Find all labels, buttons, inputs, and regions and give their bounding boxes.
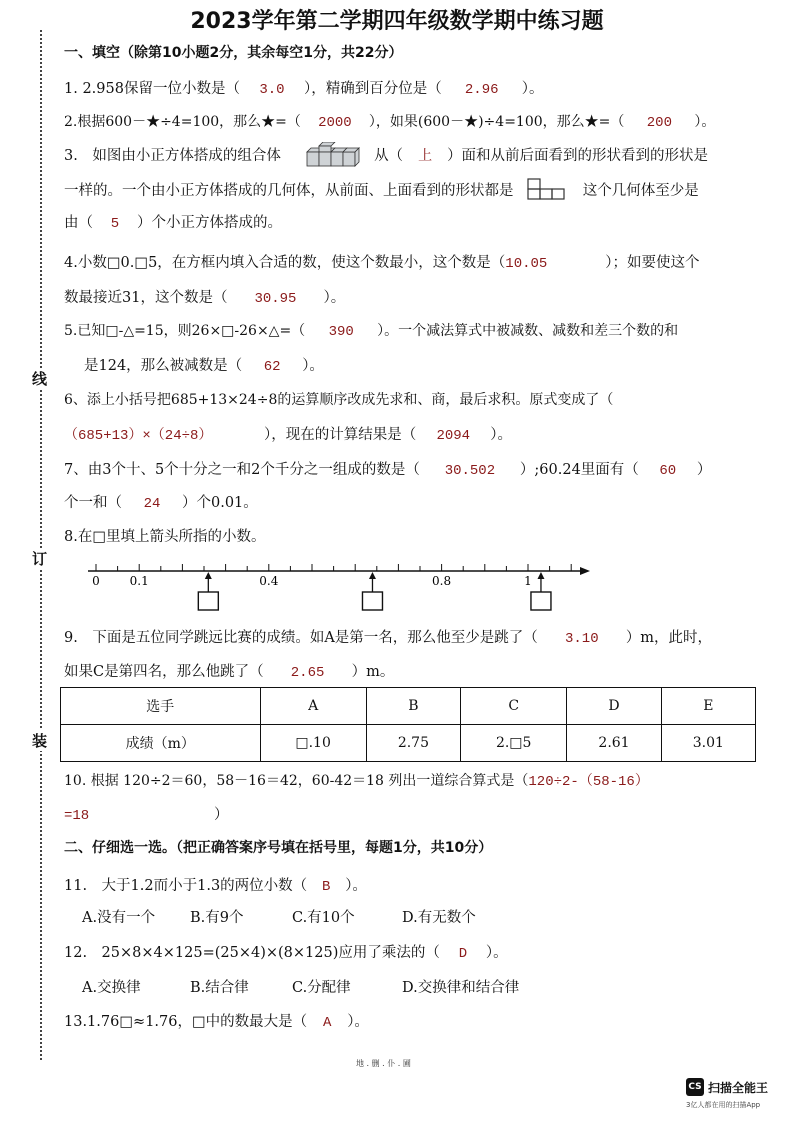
table-header-cell: C [461, 688, 567, 725]
pointer-arrowhead [369, 572, 376, 579]
q3-text-d: 一样的。一个由小正方体搭成的几何体，从前面、上面看到的形状都是 [64, 183, 514, 199]
front-top-view-shape [526, 177, 570, 201]
number-line-arrowhead [580, 567, 590, 575]
question-11-options [82, 906, 476, 927]
q3-text-a: 3. 如图由小正方体搭成的组合体 [64, 148, 281, 164]
number-line-pointer [198, 572, 218, 610]
question-6-line-2 [64, 423, 512, 444]
q10-text-b: ） [214, 807, 229, 823]
number-line-pointer [531, 572, 551, 610]
q11-text-a: 11. 大于1.2而小于1.3的两位小数（ [64, 878, 308, 894]
q12-answer: D [458, 946, 468, 962]
q11-option-b: B.有9个 [190, 910, 244, 926]
q2-answer-2: 200 [646, 115, 672, 131]
q5-answer-1: 390 [328, 324, 354, 340]
q11-text-b: ）。 [345, 878, 367, 894]
binding-char-ding: 订 [32, 550, 48, 568]
camscanner-tagline: 3亿人都在用的扫描App [686, 1101, 761, 1109]
q6-text-b: ），现在的计算结果是（ [264, 427, 417, 443]
q10-answer-1: 120÷2-（58-16） [528, 774, 649, 790]
binding-dotted-line [40, 30, 42, 1060]
q7-text-e: ）个0.01。 [182, 495, 258, 511]
answer-box [198, 592, 218, 610]
q9-text-b: ）m，此时， [625, 630, 713, 646]
q2-text-c: ）。 [694, 114, 716, 130]
number-line-pointers [198, 572, 551, 610]
q12-text-a: 12. 25×8×4×125=(25×4)×(8×125)应用了乘法的（ [64, 945, 440, 961]
q6-text-a: 6、添上小括号把685+13×24÷8的运算顺序改成先求和、商，最后求积。原式变成了（ [64, 392, 614, 408]
number-line-figure [0, 560, 794, 620]
number-line-pointer [362, 572, 382, 610]
q11-option-d: D.有无数个 [402, 910, 476, 926]
table-header-cell: E [661, 688, 755, 725]
question-9-line-2 [64, 660, 394, 681]
binding-char-xian: 线 [32, 370, 48, 388]
question-10-line-1 [64, 770, 649, 790]
q4-text-b: ）；如要使这个 [605, 255, 700, 271]
q9-text-d: ）m。 [351, 664, 395, 680]
answer-box [531, 592, 551, 610]
table-header-cell: A [260, 688, 366, 725]
q2-text-b: ），如果(600－★)÷4=100，那么★=（ [368, 114, 625, 130]
q3-text-c: ）面和从前后面看到的形状看到的形状是 [447, 148, 709, 164]
number-line-label: 0 [92, 574, 100, 588]
answer-box [362, 592, 382, 610]
table-header-cell: B [366, 688, 460, 725]
q7-answer-1: 30.502 [444, 463, 496, 479]
page-title: 2023学年第二学期四年级数学期中练习题 [190, 9, 604, 34]
q9-text-c: 如果C是第四名，那么他跳了（ [64, 664, 264, 680]
q1-text-a: 1. 2.958保留一位小数是（ [64, 81, 240, 97]
q5-text-d: ）。 [302, 358, 324, 374]
q12-option-a: A.交换律 [82, 980, 141, 996]
question-3-line-3 [64, 211, 282, 232]
question-10-line-2 [64, 803, 229, 824]
cube-stack-figure [303, 142, 363, 168]
q1-answer-2: 2.96 [464, 82, 499, 98]
q3-text-e: 这个几何体至少是 [582, 183, 699, 199]
camscanner-logo-icon: CS [686, 1078, 704, 1096]
table-header-row [61, 688, 756, 725]
q6-answer-1: （685+13）×（24÷8） [64, 428, 213, 444]
table-cell: 成绩（m） [61, 725, 261, 762]
q12-option-b: B.结合律 [190, 980, 249, 996]
number-line-label: 0.8 [432, 574, 452, 588]
q9-text-a: 9. 下面是五位同学跳远比赛的成绩。如A是第一名，那么他至少是跳了（ [64, 630, 538, 646]
q4-answer-1: 10.05 [505, 256, 548, 272]
question-12 [64, 941, 508, 962]
question-3-line-2 [64, 177, 699, 201]
question-4-line-2 [64, 286, 345, 307]
question-2 [64, 111, 715, 131]
q3-answer-1: 上 [418, 149, 433, 165]
question-7-line-2 [64, 491, 258, 512]
q4-text-d: ）。 [323, 290, 346, 306]
question-9-line-1 [64, 626, 712, 647]
q7-answer-2: 60 [659, 463, 677, 479]
camscanner-brand: 扫描全能王 [708, 1081, 769, 1095]
q4-text-c: 数最接近31，这个数是（ [64, 290, 228, 306]
number-line-ticks [96, 564, 571, 571]
q10-answer-2: =18 [64, 808, 90, 824]
number-line-labels [92, 574, 532, 588]
question-8-text: 8.在□里填上箭头所指的小数。 [64, 529, 266, 545]
q3-answer-2: 5 [110, 216, 120, 232]
q12-text-b: ）。 [485, 945, 508, 961]
q2-text-a: 2.根据600－★÷4=100，那么★=（ [64, 114, 301, 130]
q12-option-d: D.交换律和结合律 [402, 980, 520, 996]
table-cell: 2.□5 [461, 725, 567, 762]
q5-text-c: 是124，那么被减数是（ [84, 358, 243, 374]
question-5-line-1 [64, 320, 678, 340]
q3-text-f: 由（ [64, 215, 93, 231]
pointer-arrowhead [537, 572, 544, 579]
question-7-line-1 [64, 458, 711, 479]
q2-answer-1: 2000 [318, 115, 352, 131]
q3-text-b: 从（ [374, 148, 404, 164]
question-6-line-1 [64, 389, 613, 409]
q13-text-b: ）。 [347, 1014, 369, 1030]
binding-char-zhuang: 装 [32, 732, 48, 750]
q7-text-a: 7、由3个十、5个十分之一和2个千分之一组成的数是（ [64, 462, 420, 478]
q11-option-c: C.有10个 [292, 910, 355, 926]
q9-answer-2: 2.65 [290, 665, 325, 681]
number-line-label: 1 [524, 574, 532, 588]
q4-answer-2: 30.95 [254, 291, 297, 307]
q7-text-d: 个一和（ [64, 495, 122, 511]
section1-heading: 一、填空（除第10小题2分，其余每空1分，共22分） [64, 45, 403, 61]
table-cell: 2.75 [366, 725, 460, 762]
question-11 [64, 874, 367, 895]
q11-option-a: A.没有一个 [82, 910, 156, 926]
q10-text-a: 10. 根据 120÷2＝60，58－16＝42，60-42＝18 列出一道综合算式是（ [64, 773, 529, 789]
q7-answer-3: 24 [143, 496, 161, 512]
q6-text-c: ）。 [490, 427, 512, 443]
q1-text-b: ），精确到百分位是（ [303, 81, 442, 97]
table-row [61, 725, 756, 762]
question-5-line-2 [84, 354, 324, 375]
number-line-label: 0.1 [129, 574, 149, 588]
q12-option-c: C.分配律 [292, 980, 351, 996]
jump-scores-table [60, 687, 756, 762]
q4-text-a: 4.小数□0.□5，在方框内填入合适的数，使这个数最小，这个数是（ [64, 255, 506, 271]
q6-answer-2: 2094 [436, 428, 471, 444]
table-cell: 3.01 [661, 725, 755, 762]
number-line-label: 0.4 [259, 574, 279, 588]
table-cell: □.10 [260, 725, 366, 762]
q5-text-b: ）。一个减法算式中被减数、减数和差三个数的和 [377, 323, 679, 339]
q1-text-c: ）。 [521, 81, 544, 97]
section2-heading: 二、仔细选一选。（把正确答案序号填在括号里，每题1分，共10分） [64, 840, 493, 856]
q3-text-g: ）个小正方体搭成的。 [137, 215, 282, 231]
table-header-cell: 选手 [61, 688, 261, 725]
question-13 [64, 1010, 369, 1031]
q5-answer-2: 62 [263, 359, 281, 375]
q5-text-a: 5.已知□-△=15，则26×□-26×△=（ [64, 323, 306, 339]
question-12-options [82, 976, 519, 997]
q1-answer-1: 3.0 [259, 82, 285, 98]
footer-marks: 地 . 删 . 仆 . 圃 [356, 1059, 411, 1068]
table-header-cell: D [567, 688, 661, 725]
table-cell: 2.61 [567, 725, 661, 762]
question-4-line-1 [64, 251, 700, 272]
question-1 [64, 77, 543, 98]
question-3-line-1 [64, 142, 708, 168]
q13-answer: A [322, 1015, 332, 1031]
q9-answer-1: 3.10 [565, 631, 599, 647]
q7-text-c: ） [696, 462, 712, 478]
q11-answer: B [321, 879, 331, 895]
pointer-arrowhead [205, 572, 212, 579]
q13-text-a: 13.1.76□≈1.76，□中的数最大是（ [64, 1014, 308, 1030]
q7-text-b: ）;60.24里面有（ [519, 462, 639, 478]
